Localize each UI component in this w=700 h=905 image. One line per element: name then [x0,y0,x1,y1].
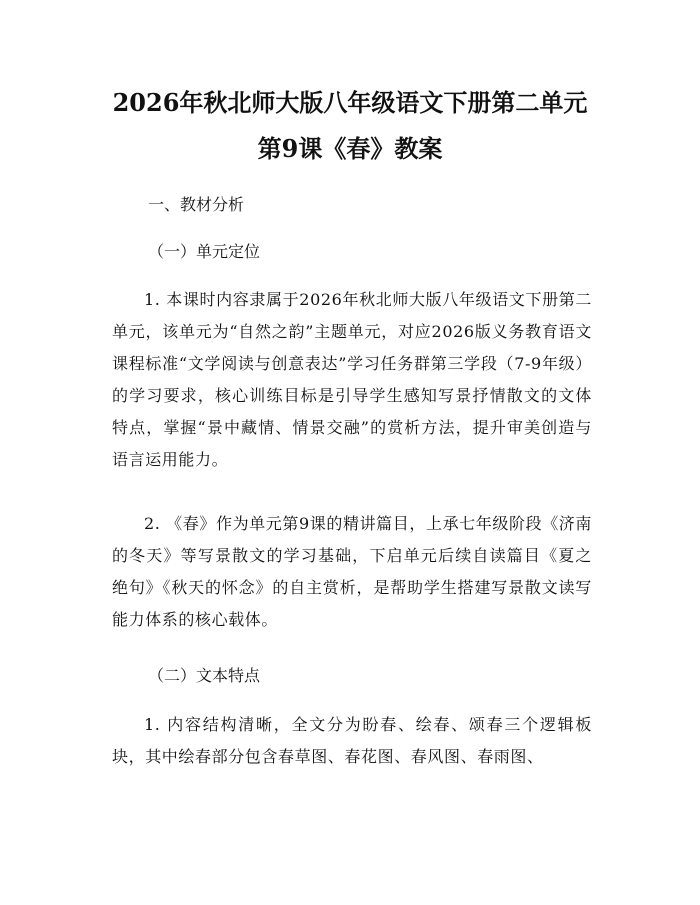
document-title-line1: 2026年秋北师大版八年级语文下册第二单元 [112,88,588,117]
paragraph-unit-position-2: 2. 《春》作为单元第9课的精讲篇目，上承七年级阶段《济南的冬天》等写景散文的学习基础，下启单元后续自读篇目《夏之绝句》《秋天的怀念》的自主赏析，是帮助学生搭建写景散文读写能力体系的核心载体。 [112,514,592,629]
paragraph-text-features-1: 1. 内容结构清晰，全文分为盼春、绘春、颂春三个逻辑板块，其中绘春部分包含春草图、春花图、春风图、春雨图、 [112,715,592,766]
section-heading-textbook-analysis: 一、教材分析 [148,195,245,214]
subsection-heading-text-features: （二）文本特点 [148,666,261,685]
subsection-heading-unit-position: （一）单元定位 [148,242,261,261]
document-title-line2: 第9课《春》教案 [257,134,443,163]
paragraph-unit-position-1: 1. 本课时内容隶属于2026年秋北师大版八年级语文下册第二单元，该单元为“自然之韵”主题单元，对应2026版义务教育语文课程标准“文学阅读与创意表达”学习任务群第三学段（7-9年级）的学习要求，核心训练目标是引导学生感知写景抒情散文的文体特点，掌握“景中藏情、情景交融”的赏析方法，提升审美创造与语言运用能力。 [112,290,592,469]
